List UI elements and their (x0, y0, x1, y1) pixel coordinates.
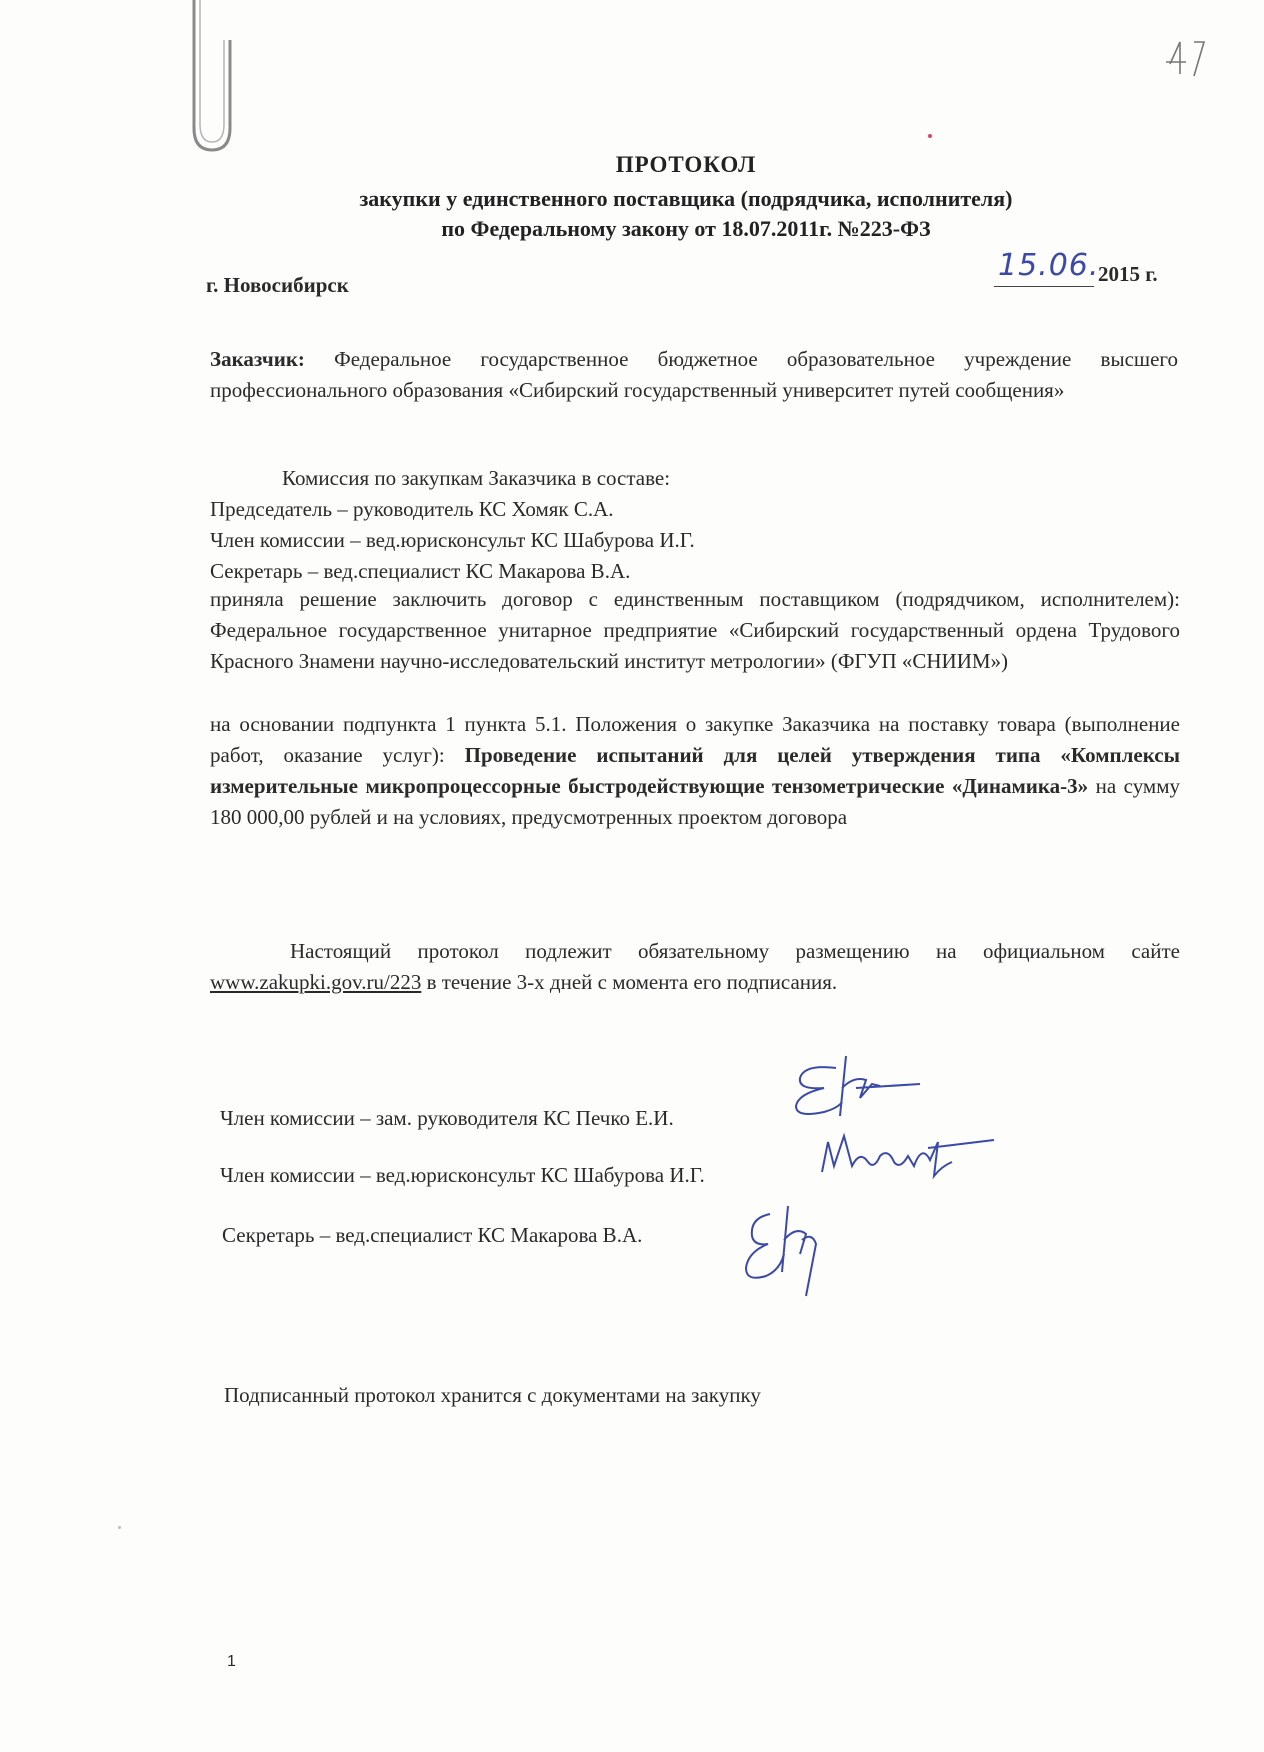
page-number: 1 (227, 1653, 236, 1670)
handwritten-date: 15.06. (998, 248, 1100, 283)
city: г. Новосибирск (206, 273, 349, 297)
signature-pechko (780, 1054, 930, 1134)
commission-member-secretary: Секретарь – вед.специалист КС Макарова В.А. (210, 559, 631, 583)
signatory-shaburova: Член комиссии – вед.юрисконсульт КС Шабурова И.Г. (220, 1163, 705, 1187)
procurement-subject: Проведение испытаний для целей утверждения типа «Комплексы измерительные микропроцессорные быстродействующие тензометрические «Динамика-3» (210, 743, 1180, 798)
signature-makarova (726, 1196, 846, 1306)
notice-text-start: Настоящий протокол подлежит обязательному размещению на официальном сайте (290, 939, 1180, 963)
signatory-makarova: Секретарь – вед.специалист КС Макарова В.А. (222, 1223, 643, 1247)
commission-intro: Комиссия по закупкам Заказчика в составе: (282, 466, 671, 490)
storage-note: Подписанный протокол хранится с документами на закупку (224, 1383, 761, 1407)
commission-member-lawyer: Член комиссии – вед.юрисконсульт КС Шабурова И.Г. (210, 528, 695, 552)
paperclip-icon (186, 0, 246, 160)
basis-text-end: на сумму 180 000,00 рублей и на условиях, предусмотренных проектом договора (210, 774, 1180, 829)
customer-text: Федеральное государственное бюджетное образовательное учреждение высшего профессионального образования «Сибирский государственный университет путей сообщения» (210, 347, 1178, 402)
commission-member-chair: Председатель – руководитель КС Хомяк С.А. (210, 497, 614, 521)
decision-paragraph: приняла решение заключить договор с единственным поставщиком (подрядчиком, исполнителем): Федеральное государственное унитарное предприятие «Сибирский государственный ордена Трудового Красного Знамени научно-исследовательский институт метрологии» (ФГУП «СНИИМ») (210, 587, 1180, 673)
document-date (994, 248, 1174, 294)
date-year: 2015 г. (1098, 262, 1158, 286)
customer-label: Заказчик: (210, 347, 305, 371)
date-underline (994, 286, 1094, 287)
publication-notice (210, 936, 1180, 998)
document-subtitle-1: закупки у единственного поставщика (подрядчика, исполнителя) (359, 186, 1013, 211)
notice-text-end: в течение 3-х дней с момента его подписания. (421, 970, 838, 994)
folio-number-mark (1160, 34, 1220, 84)
document-title: ПРОТОКОЛ (615, 152, 757, 177)
customer-paragraph (210, 344, 1178, 406)
ink-speck (928, 134, 932, 138)
signatory-pechko: Член комиссии – зам. руководителя КС Печко Е.И. (220, 1106, 674, 1130)
scan-speck (118, 1526, 121, 1529)
signature-shaburova (818, 1126, 998, 1196)
basis-paragraph (210, 709, 1180, 833)
document-subtitle-2: по Федеральному закону от 18.07.2011г. №223-ФЗ (441, 216, 931, 241)
zakupki-link[interactable]: www.zakupki.gov.ru/223 (210, 970, 422, 994)
basis-text-start: на основании подпункта 1 пункта 5.1. Положения о закупке Заказчика на поставку товара (выполнение работ, оказание услуг): (210, 712, 1180, 767)
